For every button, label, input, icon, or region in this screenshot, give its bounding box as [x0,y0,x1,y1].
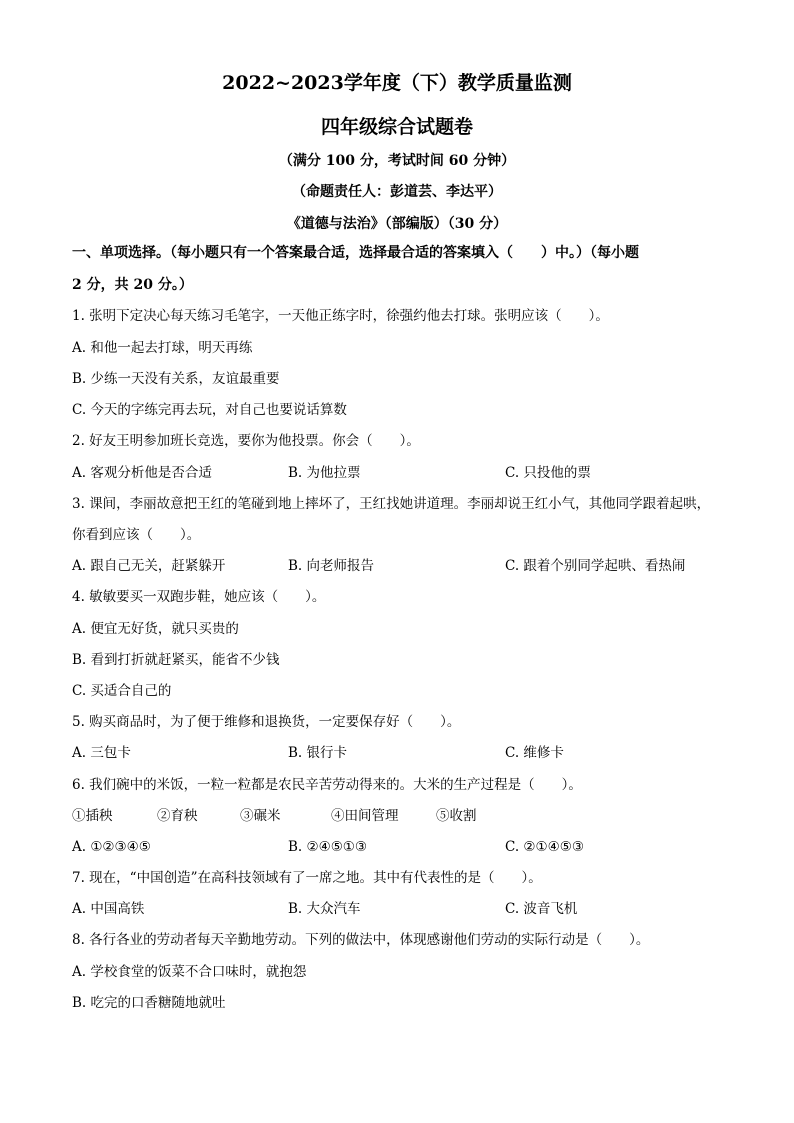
answer-option: C. 买适合自己的 [72,683,172,699]
exam-subtitle: 四年级综合试题卷 [320,116,473,138]
answer-option: A. 中国高铁 [72,901,145,917]
answer-option: A. ①②③④⑤ [72,839,151,855]
score-time-note: （满分 100 分，考试时间 60 分钟） [278,153,516,169]
process-step: ③碾米 [240,808,281,824]
answer-option: B. 吃完的口香糖随地就吐 [72,995,226,1011]
answer-option: A. 客观分析他是否合适 [72,465,212,481]
subject-heading: 《道德与法治》（部编版）（30 分） [286,216,508,232]
answer-option: B. ②④⑤①③ [288,839,368,855]
section-instructions: 一、单项选择。（每小题只有一个答案最合适，选择最合适的答案填入（ ）中。）（每小题 [72,245,639,261]
question-stem-cont: 你看到应该（ ）。 [72,527,201,543]
question-stem: 3. 课间，李丽故意把王红的笔碰到地上摔坏了，王红找她讲道理。李丽却说王红小气，其他同学跟着起哄， [72,496,711,512]
section-instructions-cont: 2 分，共 20 分。） [72,277,193,293]
answer-option: B. 看到打折就赶紧买，能省不少钱 [72,652,280,668]
answer-option: C. 今天的字练完再去玩，对自己也要说话算数 [72,402,347,418]
process-step: ①插秧 [72,808,113,824]
exam-title: 2022~2023学年度（下）教学质量监测 [222,72,572,94]
question-stem: 1. 张明下定决心每天练习毛笔字，一天他正练字时，徐强约他去打球。张明应该（ ）。 [72,308,609,324]
answer-option: B. 大众汽车 [288,901,361,917]
answer-option: C. ②①④⑤③ [505,839,584,855]
answer-option: A. 和他一起去打球，明天再练 [72,340,253,356]
question-stem: 6. 我们碗中的米饭，一粒一粒都是农民辛苦劳动得来的。大米的生产过程是（ ）。 [72,777,582,793]
authors-note: （命题责任人：彭道芸、李达平） [292,184,502,200]
process-step: ④田间管理 [331,808,399,824]
question-stem: 4. 敏敏要买一双跑步鞋，她应该（ ）。 [72,589,326,605]
answer-option: B. 为他拉票 [288,465,361,481]
answer-option: A. 学校食堂的饭菜不合口味时，就抱怨 [72,964,307,980]
question-stem: 7. 现在，“中国创造”在高科技领域有了一席之地。其中有代表性的是（ ）。 [72,870,542,886]
answer-option: B. 少练一天没有关系，友谊最重要 [72,371,280,387]
answer-option: A. 三包卡 [72,745,131,761]
question-stem: 8. 各行各业的劳动者每天辛勤地劳动。下列的做法中，体现感谢他们劳动的实际行动是（ ）。 [72,932,650,948]
question-stem: 2. 好友王明参加班长竞选，要你为他投票。你会（ ）。 [72,433,420,449]
process-step: ②育秧 [157,808,198,824]
answer-option: C. 维修卡 [505,745,564,761]
answer-option: C. 只投他的票 [505,465,591,481]
answer-option: A. 便宜无好货，就只买贵的 [72,621,239,637]
answer-option: C. 波音飞机 [505,901,578,917]
question-stem: 5. 购买商品时，为了便于维修和退换货，一定要保存好（ ）。 [72,714,461,730]
process-step: ⑤收割 [436,808,477,824]
answer-option: B. 银行卡 [288,745,348,761]
answer-option: B. 向老师报告 [288,558,375,574]
answer-option: C. 跟着个别同学起哄、看热闹 [505,558,686,574]
answer-option: A. 跟自己无关，赶紧躲开 [72,558,226,574]
